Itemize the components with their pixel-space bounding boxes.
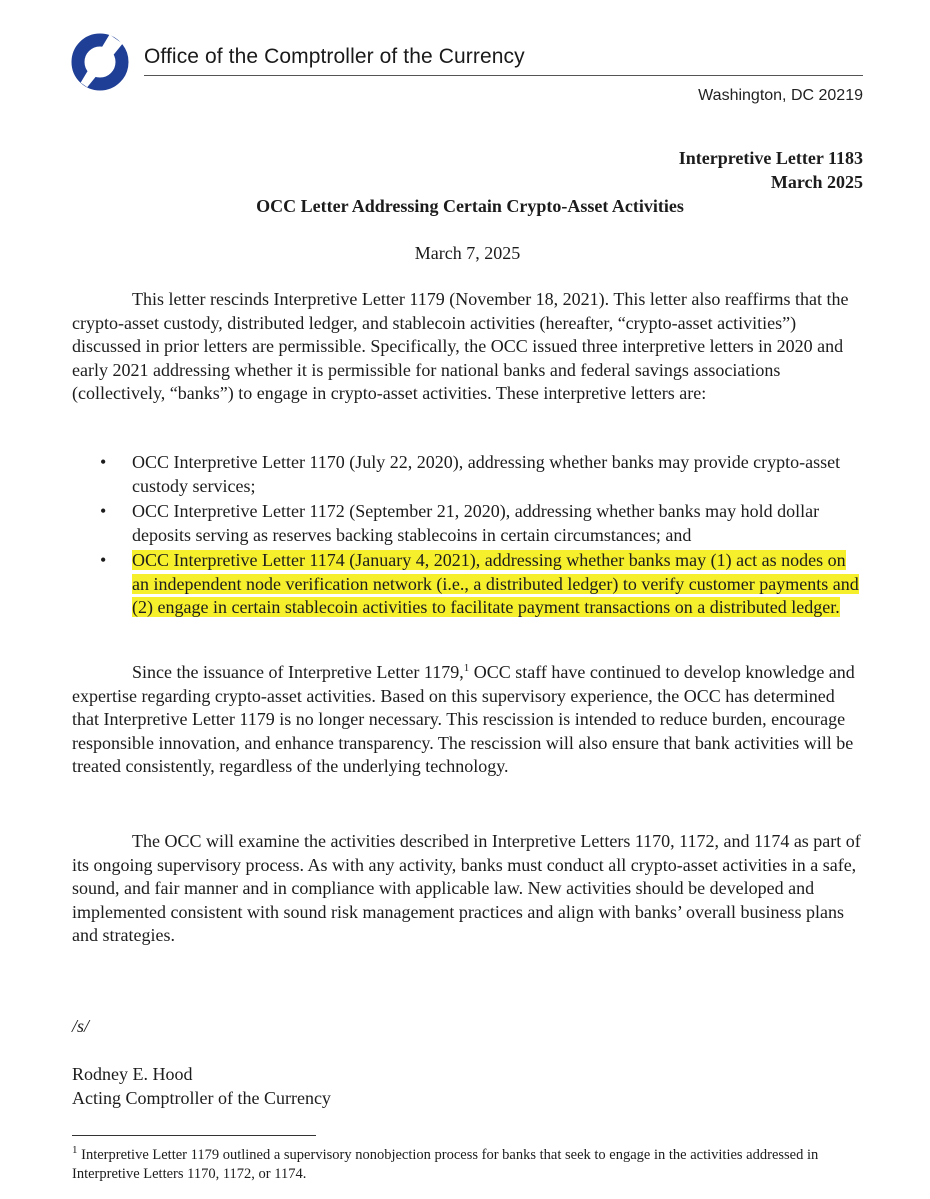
body-paragraph-3 [72,830,862,948]
list-item [72,451,864,498]
body-paragraph-2 [72,661,862,779]
document-title: OCC Letter Addressing Certain Crypto-Asset Activities [256,196,684,216]
list-item [72,500,864,547]
letter-month: March 2025 [770,172,863,192]
document-date: March 7, 2025 [414,243,521,263]
location-line: Washington, DC 20219 [698,87,863,104]
list-item-text: OCC Interpretive Letter 1170 (July 22, 2020), addressing whether banks may provide crypto-asset custody services; [132,452,841,496]
list-item-highlighted [72,549,864,620]
bullet-marker: • [100,452,107,472]
footnote [72,1146,862,1184]
paragraph-text: This letter rescinds Interpretive Letter 1179 (November 18, 2021). This letter also reaffirms that the crypto-asset custody, distributed ledger, and stablecoin activities (hereafter, “crypto-asset activities”) discussed in prior letters are permissible. Specifically, the OCC issued three interpretive letters in 2020 and early 2021 addressing whether it is permissible for national banks and federal savings associations (collectively, “banks”) to engage in crypto-asset activities. These interpretive letters are: [72,289,849,403]
footnote-divider [72,1135,316,1136]
footnote-reference: 1 [463,662,470,674]
org-name: Office of the Comptroller of the Currency [144,45,525,68]
footnote-text: Interpretive Letter 1179 outlined a supervisory nonobjection process for banks that seek to engage in the activities addressed in Interpretive Letters 1170, 1172, or 1174. [72,1147,819,1182]
signer-title: Acting Comptroller of the Currency [72,1088,331,1108]
signature-mark: /s/ [72,1016,90,1036]
interpretive-letters-list [72,451,864,622]
bullet-marker: • [100,550,107,570]
paragraph-text [72,661,862,779]
body-paragraph-1 [72,288,862,406]
bullet-marker: • [100,501,107,521]
paragraph-lead: Since the issuance of Interpretive Letter 1179, [132,662,464,682]
letterhead-divider [144,75,863,76]
signer-name: Rodney E. Hood [72,1064,193,1084]
paragraph-rest: OCC staff have continued to develop knowledge and expertise regarding crypto-asset activities. Based on this supervisory experience, the OCC has determined that Interpretive Letter 1179 is no longer necessary. This rescission is intended to reduce burden, encourage responsible innovation, and enhance transparency. The rescission will also ensure that bank activities will be treated consistently, regardless of the underlying technology. [72,662,855,776]
occ-logo-icon [70,32,130,92]
list-item-text: OCC Interpretive Letter 1172 (September 21, 2020), addressing whether banks may hold dollar deposits serving as reserves backing stablecoins in certain circumstances; and [132,501,820,545]
letter-number: Interpretive Letter 1183 [678,148,863,168]
footnote-number: 1 [72,1144,78,1157]
highlighted-text: OCC Interpretive Letter 1174 (January 4, 2021), addressing whether banks may (1) act as nodes on an independent node verification network (i.e., a distributed ledger) to verify customer payments and (2) engage in certain stablecoin activities to facilitate payment transactions on a distributed ledger. [132,550,859,617]
paragraph-text: The OCC will examine the activities described in Interpretive Letters 1170, 1172, and 1174 as part of its ongoing supervisory process. As with any activity, banks must conduct all crypto-asset activities in a safe, sound, and fair manner and in compliance with applicable law. New activities should be developed and implemented consistent with sound risk management practices and align with banks’ overall business plans and strategies. [72,831,861,945]
